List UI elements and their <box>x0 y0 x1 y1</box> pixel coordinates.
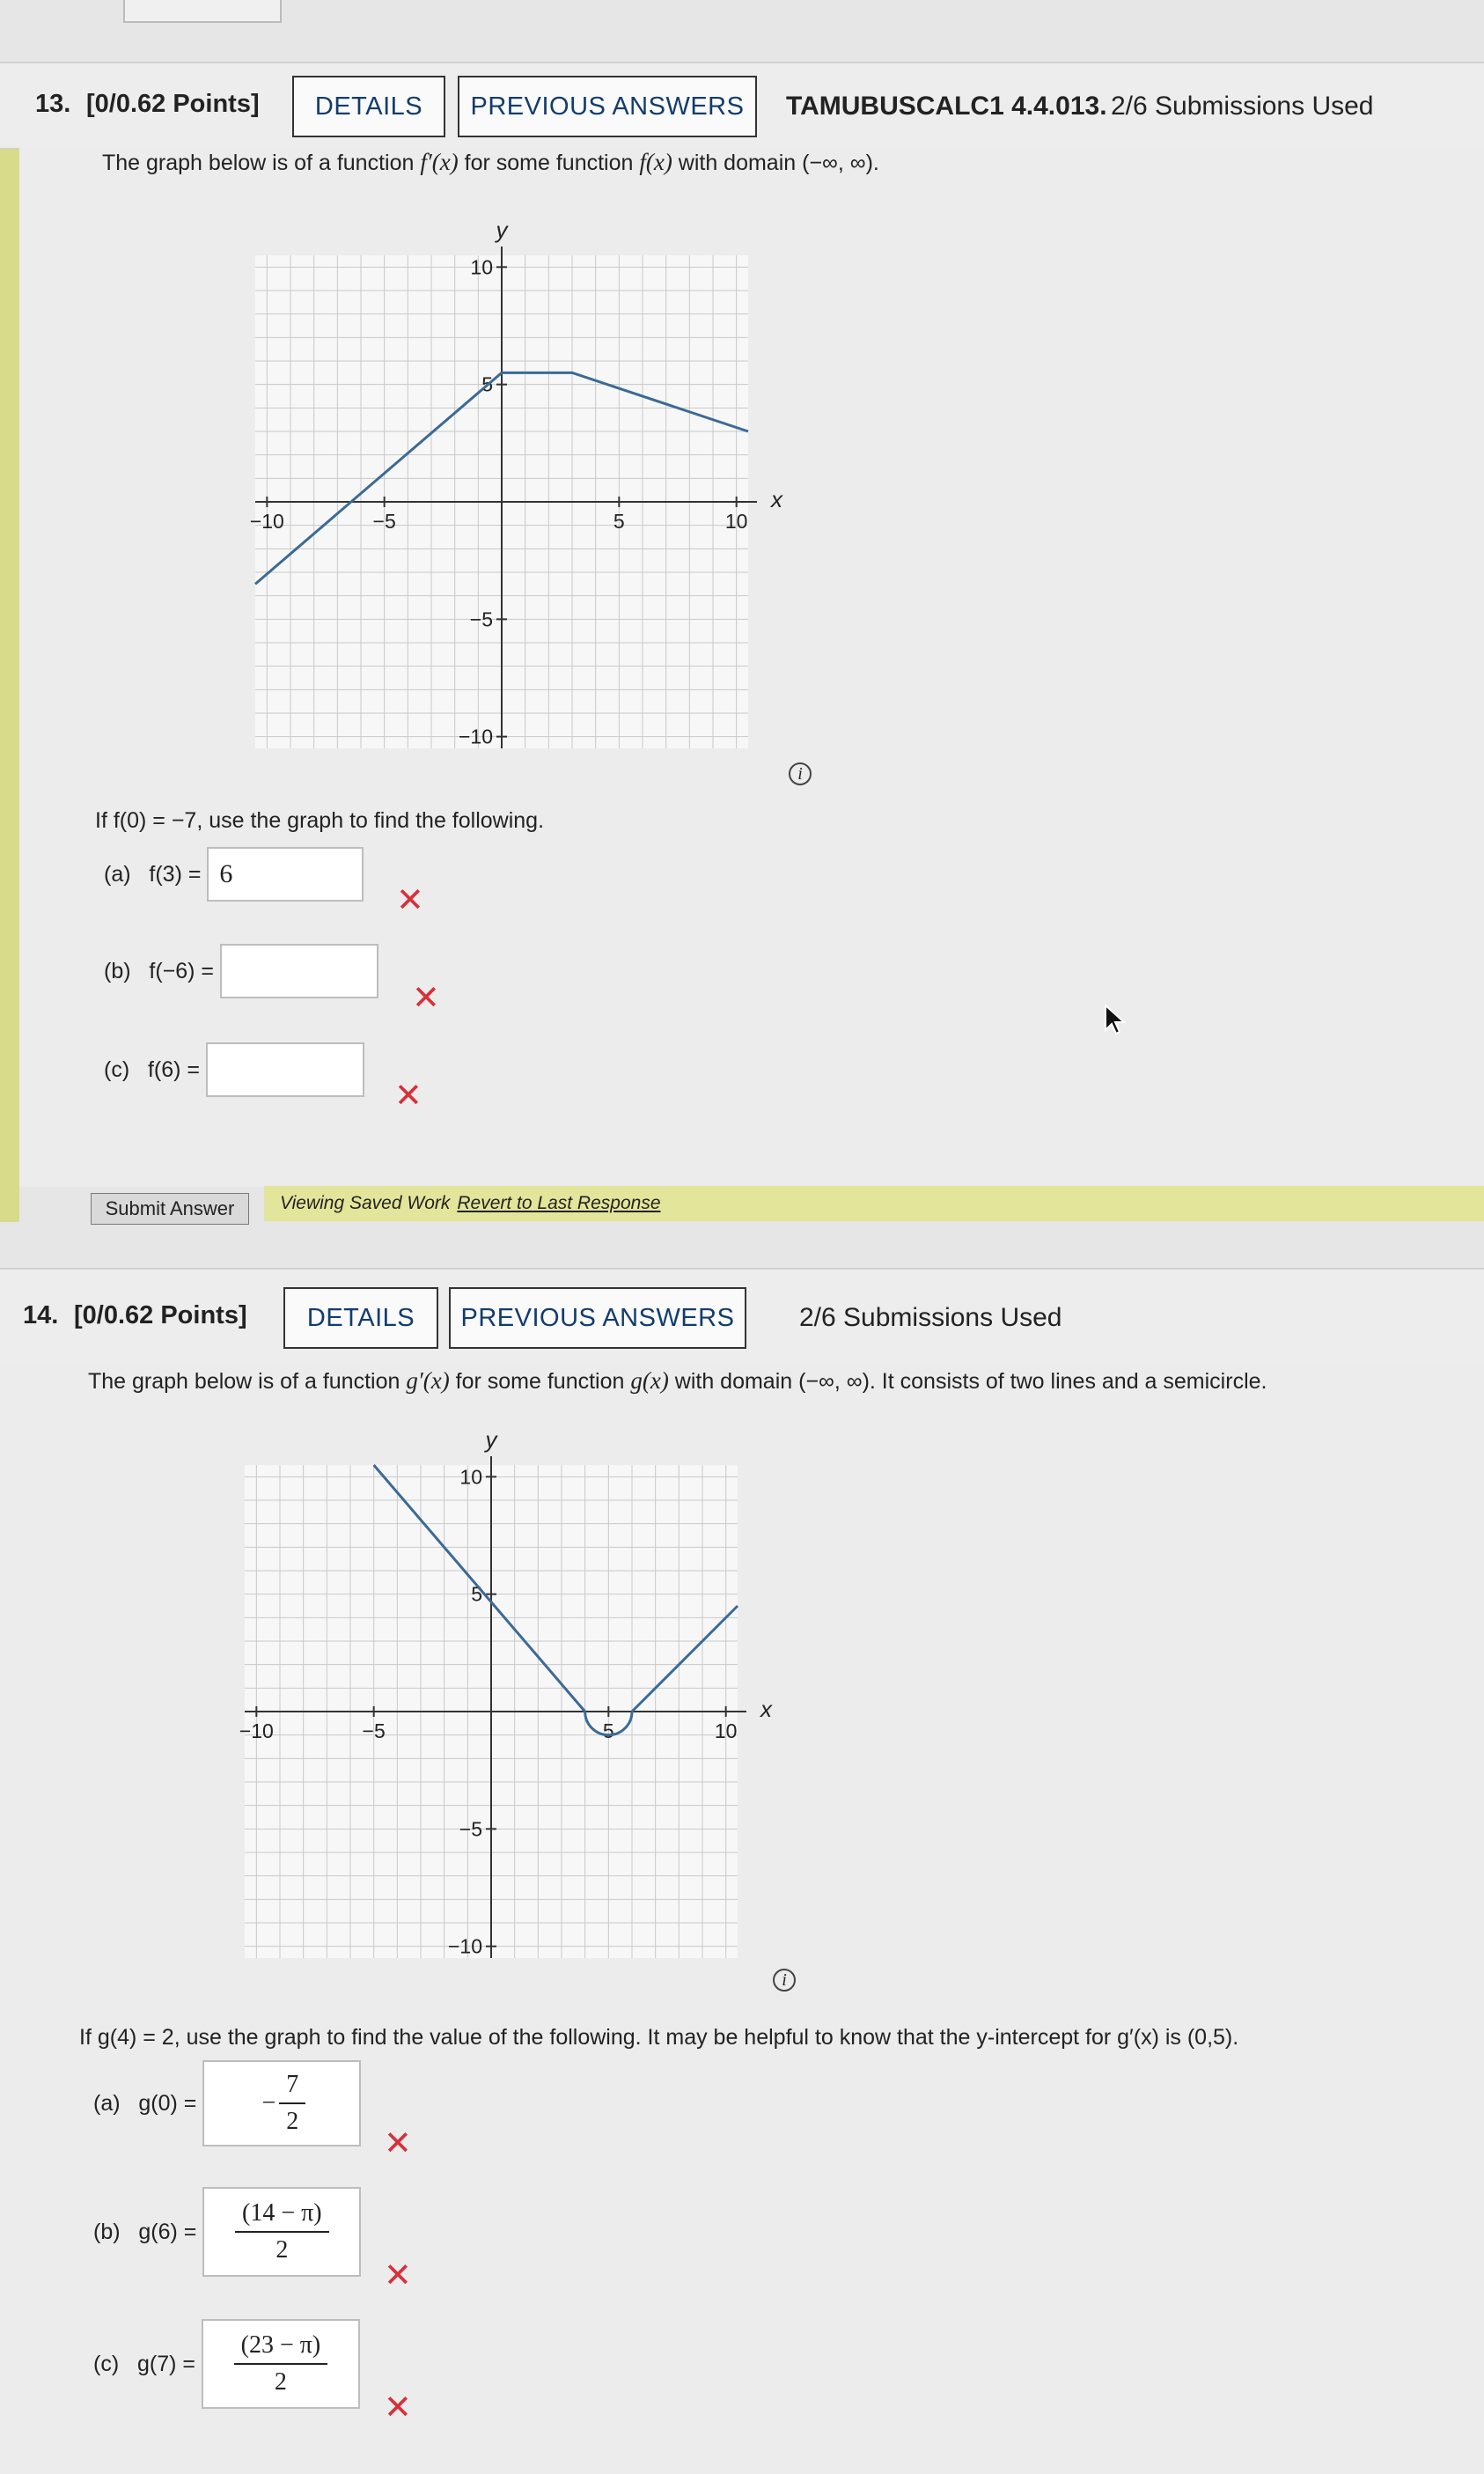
q13-graph <box>202 202 783 784</box>
q14-part-b-fraction: $\frac{(14 - \pi)}{2}$ <box>239 2199 326 2264</box>
x-tick-label: 5 <box>602 1719 614 1742</box>
x-tick-label: 10 <box>724 510 748 533</box>
revert-link[interactable]: Revert to Last Response <box>457 1193 661 1213</box>
mouse-pointer-icon <box>1102 1004 1127 1035</box>
x-axis-label: x <box>771 486 782 512</box>
q13-part-c-label: (c) f(6) = <box>104 1057 206 1082</box>
q13-left-bar <box>0 62 19 1222</box>
q14-number: 14. <box>23 1301 59 1329</box>
q13-details-button[interactable]: DETAILS <box>292 76 445 137</box>
q14-prompt: The graph below is of a function g′(x) for some function g(x) with domain (−∞, ∞). It consists of two lines and a semicircle. <box>88 1367 1267 1394</box>
q13-condition: If f(0) = −7, use the graph to find the following. <box>95 808 545 833</box>
y-tick-label: −10 <box>458 725 493 748</box>
q14-part-c-fraction: $\frac{(23 - \pi)}{2}$ <box>238 2331 325 2397</box>
q14-points: [0/0.62 Points] <box>74 1301 247 1329</box>
y-tick-label: 10 <box>459 1465 482 1489</box>
q14-previous-answers-button[interactable]: PREVIOUS ANSWERS <box>449 1287 746 1349</box>
q13-previous-answers-button[interactable]: PREVIOUS ANSWERS <box>458 76 757 137</box>
q13-number: 13. <box>35 90 71 118</box>
info-icon[interactable]: i <box>773 1969 796 1992</box>
q14-submissions: 2/6 Submissions Used <box>799 1303 1062 1332</box>
x-tick-label: 5 <box>613 510 625 533</box>
y-tick-label: 5 <box>471 1582 482 1606</box>
q14-graph <box>192 1412 773 1993</box>
x-mark-icon: ✕ <box>384 2257 412 2294</box>
x-mark-icon: ✕ <box>412 980 440 1017</box>
submit-answer-button[interactable]: Submit Answer <box>91 1193 249 1225</box>
x-tick-label: −5 <box>372 510 396 533</box>
saved-work-text: Viewing Saved Work <box>280 1193 451 1213</box>
q14-part-a-label: (a) g(0) = <box>93 2090 203 2116</box>
y-tick-label: 10 <box>470 255 493 279</box>
q14-condition: If g(4) = 2, use the graph to find the value of the following. It may be helpful to know that the y-intercept for g′(x) is (0,5). <box>79 2025 1239 2050</box>
x-mark-icon: ✕ <box>394 1078 422 1115</box>
q13-part-a-label: (a) f(3) = <box>104 861 208 887</box>
q14-part-b <box>93 2187 361 2277</box>
q13-problem-id: TAMUBUSCALC1 4.4.013. <box>786 92 1107 121</box>
x-tick-label: −10 <box>239 1719 274 1742</box>
q13-part-b-input[interactable] <box>220 944 378 998</box>
q13-prompt: The graph below is of a function f′(x) for some function f(x) with domain (−∞, ∞). <box>102 149 879 175</box>
x-tick-label: −10 <box>249 510 284 533</box>
q14-part-c-input[interactable] <box>202 2319 360 2409</box>
y-tick-label: −10 <box>447 1934 482 1958</box>
x-tick-label: −5 <box>362 1719 386 1742</box>
q13-part-b <box>104 944 378 998</box>
q13-part-a-input[interactable]: 6 <box>207 847 364 902</box>
y-tick-label: −5 <box>469 607 493 631</box>
q13-part-c <box>104 1042 364 1097</box>
q14-part-a <box>93 2060 361 2146</box>
q13-part-b-label: (b) f(−6) = <box>104 958 220 983</box>
q13-submissions: 2/6 Submissions Used <box>1111 92 1374 121</box>
info-icon[interactable]: i <box>789 762 812 785</box>
top-tab-stub <box>123 0 282 23</box>
q14-details-button[interactable]: DETAILS <box>283 1287 438 1349</box>
q14-part-c <box>93 2319 360 2409</box>
q14-part-b-label: (b) g(6) = <box>93 2219 203 2244</box>
q13-points: [0/0.62 Points] <box>86 90 260 118</box>
q14-part-a-fraction: $\frac{7}{2}$ <box>283 2071 302 2136</box>
y-tick-label: 5 <box>481 372 493 396</box>
q13-part-a <box>104 847 364 902</box>
y-axis-label: y <box>496 217 508 243</box>
x-tick-label: 10 <box>714 1719 738 1742</box>
q14-part-a-sign: − <box>261 2089 276 2117</box>
q13-header <box>0 62 1484 149</box>
x-mark-icon: ✕ <box>396 882 424 919</box>
y-axis-label: y <box>485 1426 497 1453</box>
y-tick-label: −5 <box>459 1817 482 1841</box>
x-mark-icon: ✕ <box>384 2389 412 2426</box>
q14-part-a-input[interactable] <box>202 2060 361 2146</box>
q14-header <box>0 1268 1484 1367</box>
x-mark-icon: ✕ <box>384 2125 412 2162</box>
q13-part-c-input[interactable] <box>206 1042 364 1097</box>
x-axis-label: x <box>760 1696 772 1722</box>
q14-part-b-input[interactable] <box>202 2187 361 2277</box>
saved-work-bar <box>264 1186 1484 1221</box>
q14-part-c-label: (c) g(7) = <box>93 2351 202 2376</box>
